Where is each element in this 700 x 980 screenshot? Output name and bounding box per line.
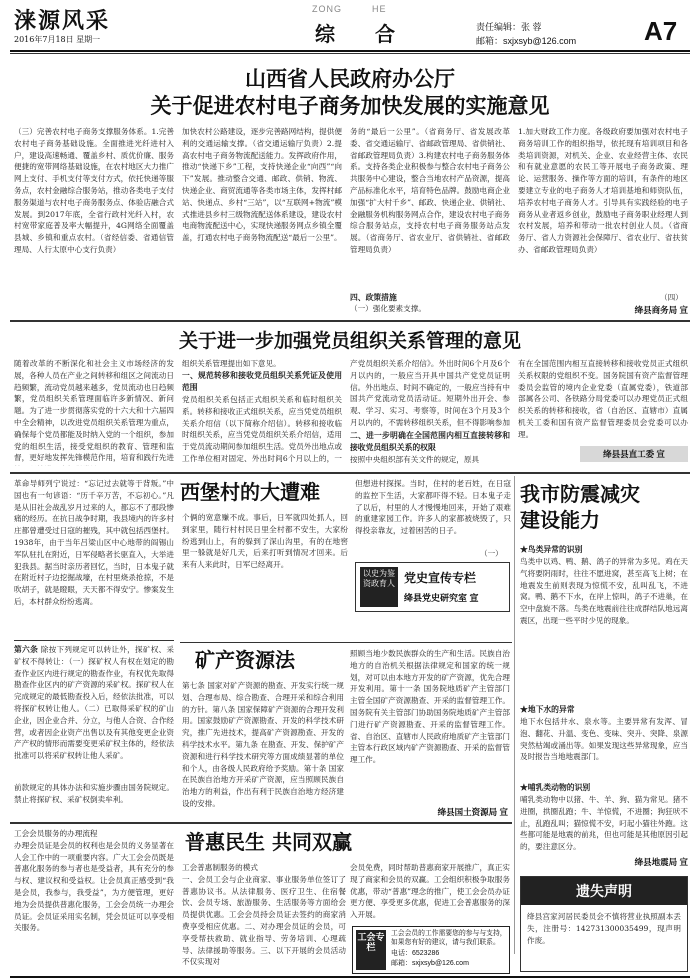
article1-col1: （三）完善农村电子商务支撑服务体系。1.完善农村电子商务基础设施。全面推进光纤进村入户，建设高速畅通、覆盖乡村、质优价廉、服务便捷的宽带网络基础设施，在农村地区大力推广网上支付、手机支付等支付方式，依托快递等服务点，农村金融综合服务站，推动各类电子支付服务渠道与农村电子商务服务点、体验店融合式发展。到2017年底，全省行政村光纤入村，农村宽带家庭普及率大幅提升，4G网络全面覆盖县城、乡镇和重点农村。（省经信委、省通信管理局、人行太原中心支行负责）: [14, 127, 174, 254]
xibao-rule: [180, 642, 512, 643]
quake-text-1: 鸟类中以鸡、鸭、鹅、鸽子的异常为多见。鸡在天气将要阴雨时，往往不愿进窝，甚至高飞上树；在地震发生前则表现为惊慌不安，乱叫乱飞，不进窝。鸭、鹅不下水，在岸上惊叫，鸽子不进巢，在空中盘旋不落。鸟类在地震前往往成群结队地远离震区，出现一些平时少见的现象。: [520, 557, 688, 625]
article1-col3: 务的“最后一公里”。（省商务厅、省发展改革委、省交通运输厅、省邮政管理局、省供销社、省邮政管理局负责）3.构建农村电子商务服务体系。支持各类企业积极参与整合农村电子商务公共服务中心建设，整合当地农村产品资源，提高产品标准化水平，培育特色品牌。鼓励电商企业加强“扩大村千乡”、邮政、快递企业、供销社、金融服务机构服务网点合作，建设农村电子商务综合服务站点，支持农村电子商务服务站点发展。（省商务厅、省农业厅、省供销社、省邮政管理局负责）: [350, 127, 510, 254]
xibao-title: 西堡村的大遭难: [180, 480, 320, 504]
editor-name: 责任编辑：张 蓉: [476, 22, 542, 32]
footer-rule: [10, 976, 690, 978]
editor-email: 邮箱：sxjxsyb@126.com: [476, 36, 577, 46]
mineral-title: 矿产资源法: [195, 648, 295, 672]
mineral-sign: 绛县国土资源局 宣: [437, 807, 508, 817]
party-ad-sign: 绛县党史研究室 宣: [404, 593, 479, 603]
article2-col3b: 按照中央组织部有关文件的规定，原具: [350, 455, 480, 464]
pinyin-right: HE: [372, 4, 387, 14]
law-article-6-head: 第六条: [14, 645, 39, 654]
quake-title-line1: 我市防震减灾: [520, 482, 640, 506]
article1-sub-policy: 四、政策措施: [350, 293, 397, 302]
union-col1: 工会会员服务的办理流程 办理会员证是会员的权利也是会员的义务显著在人会工作中的一项重要内容。广大工会会员既是普惠化服务的参与者也是受益者，具有充分的参与权、建议权和受益权。让会员真正感受到“我是会员，我参与，我受益”，为方便管理，更好地为会员提供普惠化服务，工会会员统一办理会员证。会员证采用实名制，凭会员证可以享受相关服务。: [14, 829, 174, 933]
issue-date: 2016年7月18日 星期一: [14, 35, 101, 44]
article2-sub-1: 一、规范转移和接收党员组织关系凭证及使用范围: [182, 371, 342, 392]
article2-col2b: 党员组织关系包括正式组织关系和临时组织关系。转移和接收正式组织关系，应当凭党员组织关系介绍信（以下简称介绍信）。转移和接收临时组织关系，应当凭党员组织关系介绍信，适用于党员流动期间参加组织生活。党员外出地点或工作单位相对固定、外出时间6个月以上的，一: [182, 395, 342, 463]
xibao-col2: 但想进村探探。当时，住村的老百姓，在日寇的监控下生活，大家都吓得不轻。日本鬼子走了以后，村里的人才慢慢地回来，开始了艰难的重建家园工作。许多人的家都被烧毁了，只得投亲靠友，过着困苦的日子。: [355, 479, 511, 536]
party-seal: 以史为鉴 资政育人: [360, 567, 398, 607]
section-rule-3: [10, 822, 512, 824]
header-rule: [10, 50, 690, 52]
union-ad-email: 邮箱：sxjxsyb@126.com: [391, 960, 469, 967]
lost-notice-text: 绛县宫家河居民委员会不慎将营业执照副本丢失，注册号：142731300035499，现声明作废。: [527, 912, 681, 945]
article2-col3a: 产党员组织关系介绍信》。外出时间6个月及6个月以内的，一般应当开具中国共产党党员证明信。外出地点、时间不确定的，一般应当持有中国共产党流动党员活动证。短期外出开会、参观、学习、实习、考察等，时间在3个月及3个月以内的，不需转移组织关系，但不得影响参加: [350, 359, 510, 427]
left-col-rule: [14, 640, 174, 641]
header-rule-thin: [10, 53, 690, 54]
party-ad-label: 党史宣传专栏: [404, 571, 477, 585]
union-col3: 会员免费，同时帮助普惠商家开展推广，真正实现了商家和会员的双赢。工会组织积极争取服务优惠，带动“普惠”理念的推广，使工会会员办证更方便、享受更多优惠，促进工会普惠服务的深入开展。: [350, 863, 510, 920]
xibao-col1: 个俩的宽意赚不成。事后，日军就四处抓人，回到家里，随行村村民日里全村都不安生，大家纷纷逃到山上，有的躲到了深山沟里，有的在地窖里一躲就是好几天，后来打听到情况才回来。后来有人来此时，日军已经离开。: [182, 513, 348, 570]
quake-sign: 绛县地震局 宣: [634, 857, 688, 867]
quake-sub-1: ★鸟类异常的识别: [520, 545, 583, 554]
article1-sign: 绛县商务局 宣: [634, 305, 688, 315]
law-article-6-text: 除按下列规定可以转让外，探矿权、采矿权不得转让：（一）探矿权人有权在划定的勘查作业区内进行规定的勘查作业，有权优先取得勘查作业区内的矿产资源的采矿权。探矿权人在完成规定的最低勘查投入后，经依法批准，可以将探矿权转让他人。（二）已取得采矿权的矿山企业，因企业合并、分立，与他人合资、合作经营，或者因企业资产出售以及有其他变更企业资产产权的情形而需要变更采矿权主体的，经依法批准可以将采矿权转让他人采矿。: [14, 645, 174, 761]
lost-notice-title: 遗失声明: [521, 877, 687, 905]
section-rule-2: [10, 472, 690, 474]
quake-sub-2: ★地下水的异常: [520, 705, 575, 714]
quake-text-2: 地下水包括井水、泉水等。主要异常有发浑、冒泡、翻花、升温、变色、变味、突升、突降、泉源突然枯竭或涌出等。如果发现这些异常现象，应当及时报告当地地震部门。: [520, 717, 688, 762]
article1-title-line1: 山西省人民政府办公厅: [245, 66, 455, 91]
article1-title-line2: 关于促进农村电子商务加快发展的实施意见: [150, 93, 550, 118]
article2-col1: 随着改革的不断深化和社会主义市场经济的发展，各种人员在产业之间转移和组区之间流动日趋频繁，流动党员越来越多，党员流动也日趋频繁，党员组织关系管理面临许多新情况、新问题。为了进一步贯彻落实党的十六大和十六届四中全会精神，以改进党员组织关系管理为重点，确保每个党员都能及时纳入党的一个组织，参加党的组织生活，接受党组织的教育、管理和监督，更好地发挥先锋模范作用，培育和践行先进: [14, 359, 174, 463]
page-number: A7: [644, 16, 678, 46]
law-article-6: [14, 644, 174, 780]
article2-sub-2: 二、进一步明确在全国范围内相互直接转移和接收党员组织关系的权限: [350, 431, 510, 452]
article1-col4-mark: （四）: [660, 293, 683, 302]
pinyin-left: ZONG: [312, 4, 342, 14]
article1-col4: 1.加大财政工作力度。各级政府要加强对农村电子商务培训工作的组织指导，依托现有培训项目和各类培训资源，对机关、企业、农业经营主体、农民和有就业意愿的农民工等开展电子商务政策、理论、运营服务、操作等方面的培训，有条件的地区要建立专业的电子商务人才培训基地和师资队伍，培养农村电子商务人才。引导具有实践经验的电子商务从业者返乡创业，鼓励电子商务职业经理人到农村发展，培养和带动一批农村创业人员。（省商务厅、省人力资源社会保障厅、省农业厅、省扶贫办、省邮政管理局负责）: [518, 127, 688, 254]
quake-divider: [514, 476, 515, 954]
section-title: 综合: [315, 22, 435, 46]
article1-col2: 加快农村公路建设，逐步完善路网结构，提供便利的交通运输支撑。（省交通运输厅负责）2.提高农村电子商务物流配送能力。发挥政府作用，推动“快递下乡”工程，支持快递企业“向西”“向下”发展。推动整合交通、邮政、供销、物流、快递企业、商贸流通等各类市场主体，发挥村邮站、快递点、乡村“三站”，以“互联网+物流”模式推进县乡村三级物流配送体系建设，建设农村电商物流配送中心，实现快递服务网点乡镇全覆盖，打通农村电子商务物流配送“最后一公里”。: [182, 127, 342, 243]
union-ad-brand: 工会专栏: [356, 930, 386, 970]
law-article-6-tail: 前款规定的具体办法和实施步骤由国务院规定。禁止将探矿权、采矿权倒卖牟利。: [14, 783, 174, 804]
quake-title-line2: 建设能力: [520, 508, 600, 532]
mineral-col1: 第七条 国家对矿产资源的勘查、开发实行统一规划、合理布局、综合勘查、合理开采和综合利用的方针。第八条 国家保障矿产资源的合理开发利用。国家鼓励矿产资源勘查、开发的科学技术研究，推广先进技术，提高矿产资源勘查、开发的科学技术水平。第九条 在勘查、开发、保护矿产资源和进行科学技术研究等方面成绩显著的单位和个人，由各级人民政府给予奖励。第十条 国家在民族自治地方开采矿产资源，应当照顾民族自治地方的利益，作出有利于民族自治地方经济建设的安排。: [182, 681, 344, 808]
union-ad-text: 工会会员的工作需要您的参与与支持，如果您有好的建议，请与我们联系。: [391, 930, 507, 946]
quake-text-3: 哺乳类动物中以猪、牛、羊、狗、猫为常见。猪不进圈，拱圈乱跑；牛、羊惊慌，不进圈；狗狂吠不止，乱跑乱叫；猫惊慌不安，叼起小猫往外跑。这些都可能是地震的前兆，但也可能是其他原因引起的，要注意区分。: [520, 795, 688, 852]
article2-sign-box: [580, 446, 688, 462]
section-rule-1: [10, 320, 690, 322]
xibao-mark: （一）: [480, 549, 503, 558]
union-ad-box: [352, 926, 510, 974]
union-ad-phone: 电话：6523286: [391, 950, 440, 957]
paper-logo: 涞源风采: [14, 8, 111, 34]
article2-col2a: 组织关系管理提出如下意见。: [182, 359, 281, 368]
quake-sub-3: ★哺乳类动物的识别: [520, 783, 591, 792]
left-col-text: 革命导师列宁说过：“忘记过去就等于背叛。”中国也有一句谚语：“历千辛万苦，不忘初心。”凡是从旧社会战乱岁月过来的人，都忘不了那段惨痛的经历。在抗日战争时期，我县境内的许多村庄都曾遭受过日寇的摧残，其中就包括西堡村。1938年，由于当年吕梁山区中心地带的阎锡山军队驻扎在附近，日军侵略者长驱直入，大举进犯我县。据当时亲历者回忆，当时，日本鬼子就在附近村子边挖掘战壕，在村里烧杀抢掠，不是吹胡子，就是瞪眼，天天都不得安宁。惨案发生后，本村群众纷纷逃离。: [14, 479, 174, 606]
article1-col3b: （一）强化要素支撑。: [350, 304, 426, 313]
article2-sign: 绛县县直工委 宣: [603, 449, 665, 459]
article2-col4: 有在全国范围内相互直接转移和接收党员正式组织关系权限的党组织不变。国务院国有资产监督管理委员会监管的境内企业党委（直属党委），铁道部部属各公司、各铁路分局党委可以办理党员正式组织关系的转移和接收，省（自治区、直辖市）直属机关工委和国有资产监督管理委员会党委可以办理。: [518, 359, 688, 439]
article2-title: 关于进一步加强党员组织关系管理的意见: [178, 330, 521, 352]
mineral-col2: 照顾当地少数民族群众的生产和生活。民族自治地方的自治机关根据法律规定和国家的统一规划，对可以由本地方开发的矿产资源，优先合理开发利用。第十一条 国务院地质矿产主管部门主管全国矿产资源勘查、开采的监督管理工作。国务院有关主管部门协助国务院地质矿产主管部门进行矿产资源勘查、开采的监督管理工作。省、自治区、直辖市人民政府地质矿产主管部门主管本行政区域内矿产资源勘查、开采的监督管理工作。: [350, 649, 510, 765]
union-col2: 工会普惠制服务的模式 一、会员工会与企业商家、事业服务单位签订了普惠协议书。从法律服务、医疗卫生、住宿餐饮、会员专场、旅游服务、生活服务等方面给会员提供优惠。工会会员持会员证去签约的商家消费享受相应优惠。二、对办理会员证的会员，可享受帮扶救助、就业指导、劳务培训、心理疏导、法律援助等服务。三、以下开展的会员活动不仅实现对: [182, 863, 346, 967]
lost-notice: [520, 876, 688, 972]
union-title: 普惠民生 共同双赢: [185, 830, 352, 854]
party-history-ad: [355, 562, 510, 612]
